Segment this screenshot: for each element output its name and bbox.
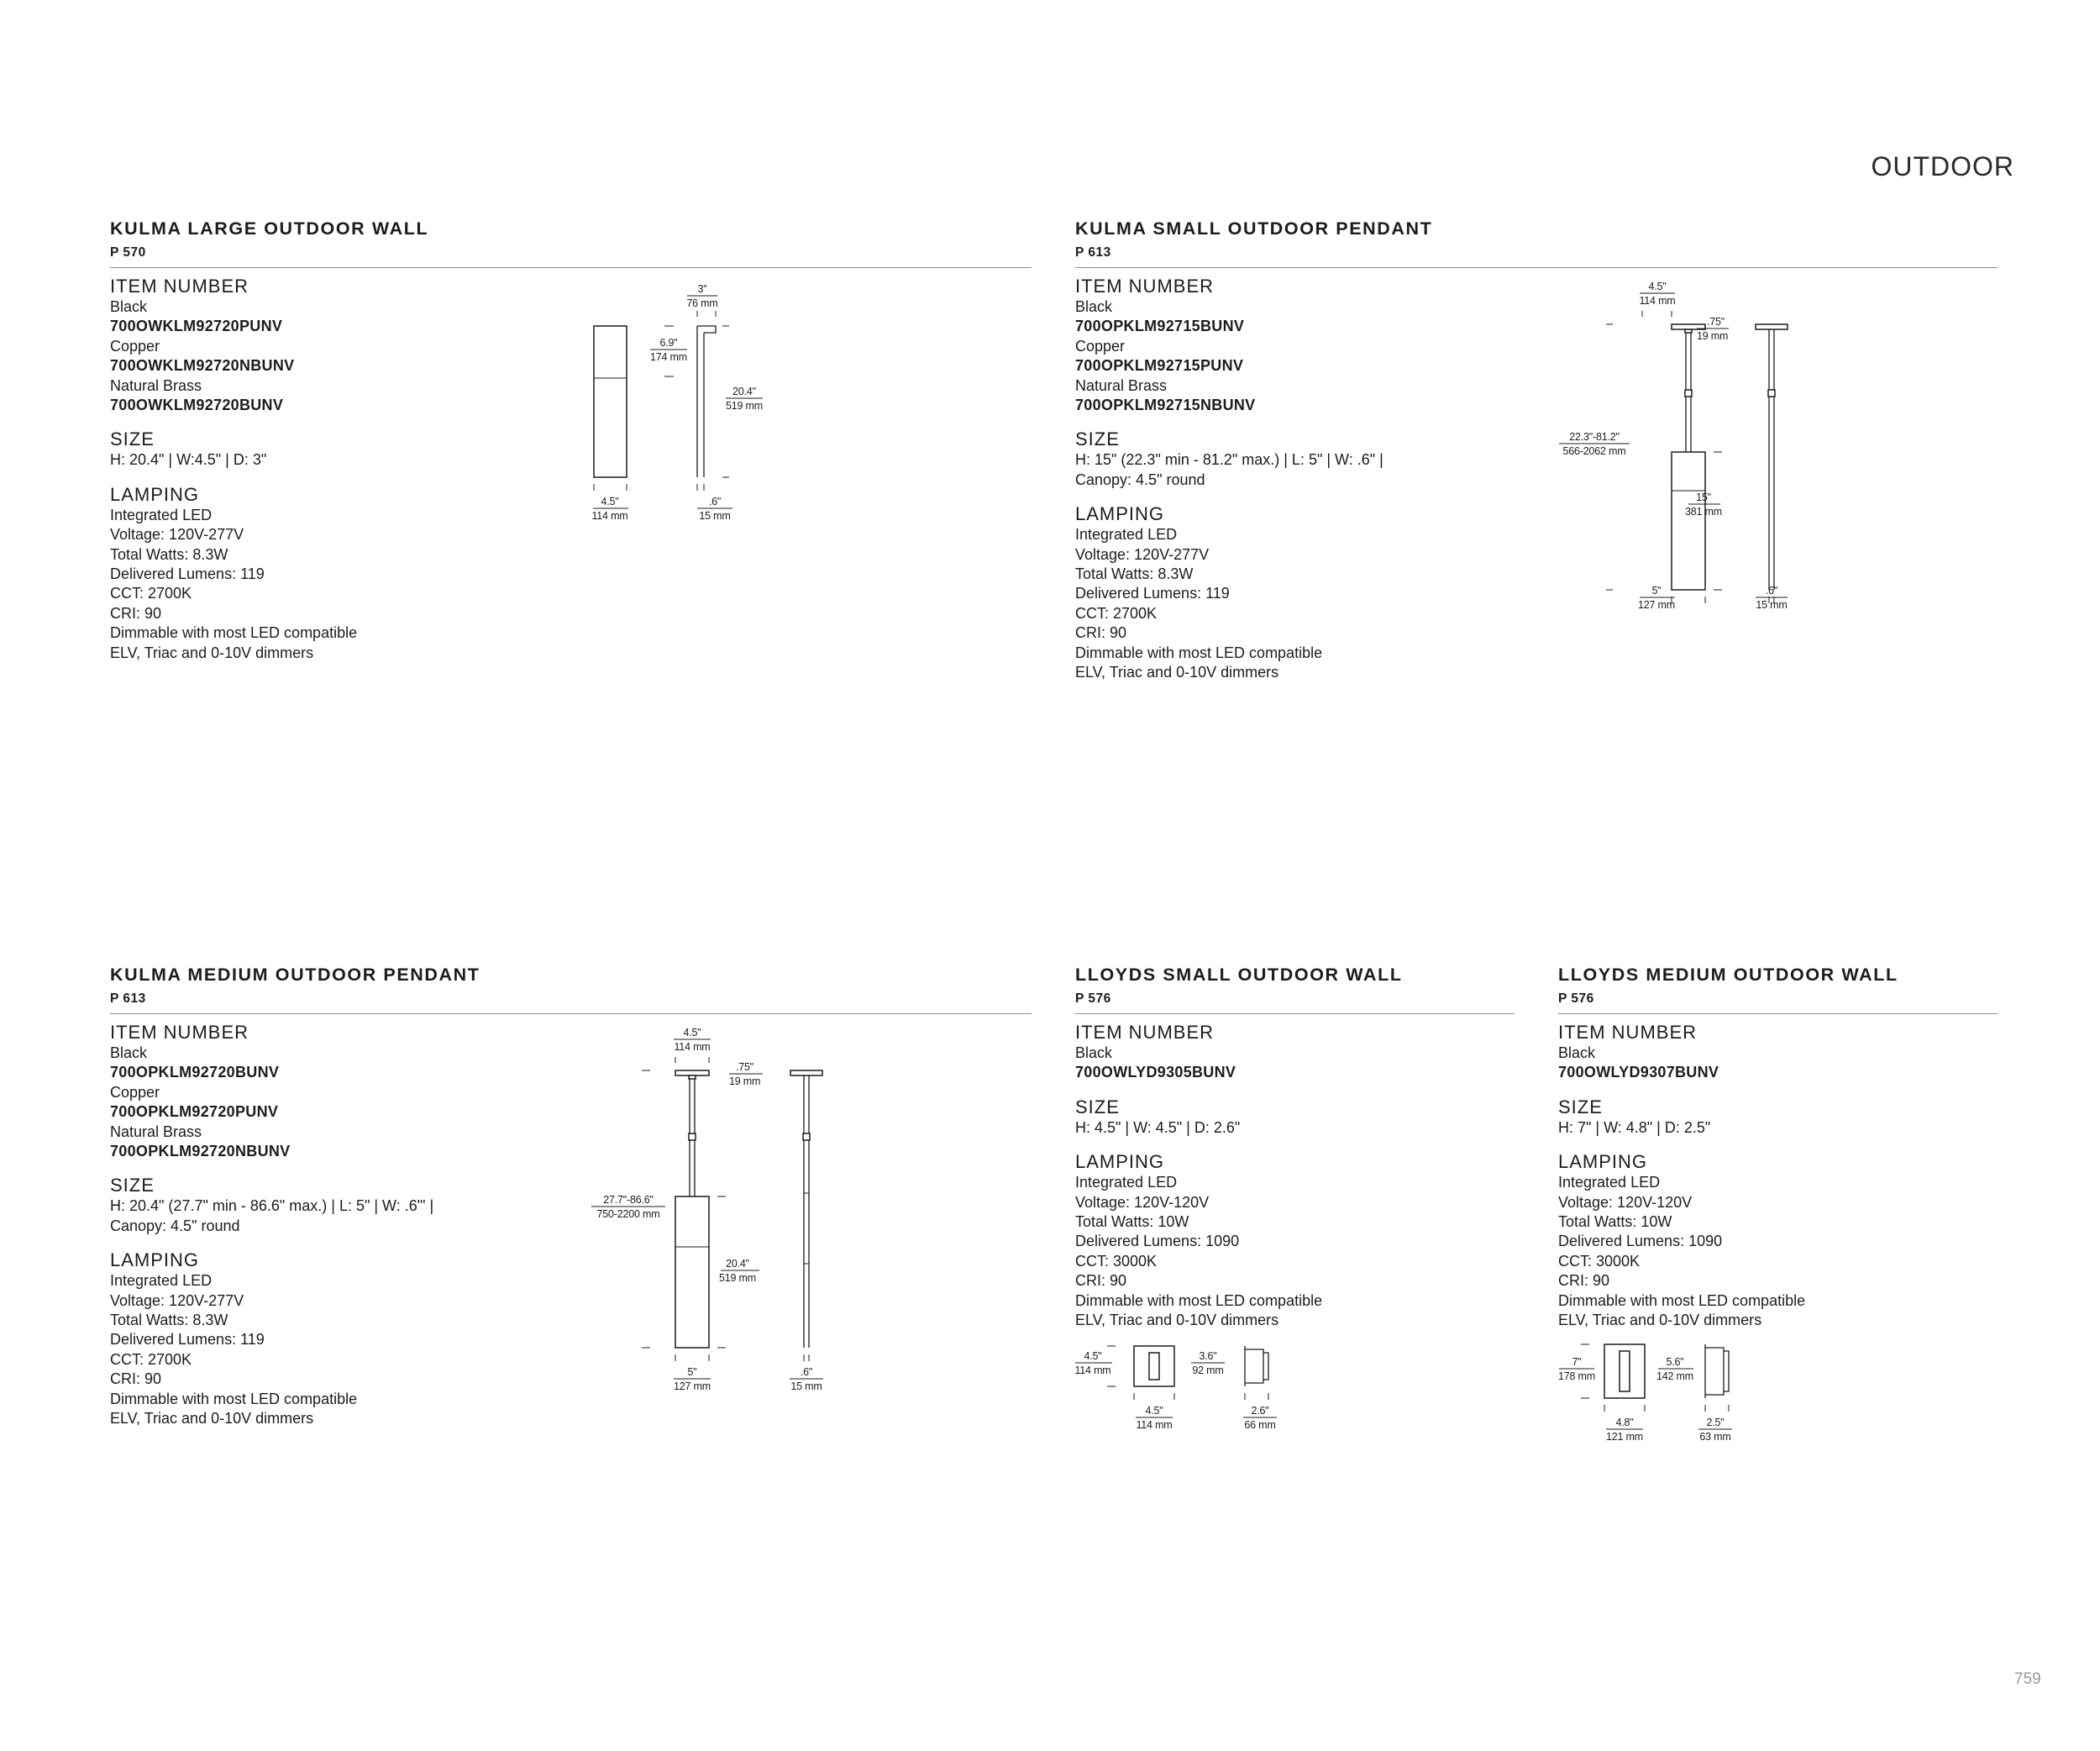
dim-label: 19 mm <box>729 1075 761 1087</box>
product-specs-kulma-medium-pendant <box>110 1022 614 1429</box>
size-heading: SIZE <box>110 1175 155 1196</box>
dim-label: .6" <box>708 496 722 507</box>
lamping-line: Voltage: 120V-277V <box>110 1291 244 1309</box>
finish-label: Black <box>1075 1044 1113 1061</box>
lamping-line: Voltage: 120V-277V <box>1075 545 1210 563</box>
finish-label: Black <box>1558 1044 1596 1061</box>
size-line: H: 4.5" | W: 4.5" | D: 2.6" <box>1075 1118 1241 1136</box>
dim-label: .6" <box>800 1366 813 1378</box>
size-heading: SIZE <box>1075 429 1120 450</box>
lamping-line: Integrated LED <box>110 1272 213 1290</box>
dim-label: 5.6" <box>1666 1356 1684 1368</box>
dimension-drawing-lloyds-medium-wall <box>1556 1338 1774 1455</box>
dim-label: 750-2200 mm <box>596 1208 660 1220</box>
size-line: H: 20.4" (27.7" min - 86.6" max.) | L: 5" | W: .6"' | <box>110 1197 434 1215</box>
dim-label: 142 mm <box>1656 1370 1693 1382</box>
lamping-line: ELV, Triac and 0-10V dimmers <box>110 1410 314 1428</box>
size-line: H: 7" | W: 4.8" | D: 2.5" <box>1558 1118 1711 1136</box>
lamping-line: Integrated LED <box>1075 526 1178 544</box>
product-specs-lloyds-small-wall <box>1075 1022 1495 1330</box>
divider <box>110 1013 1032 1014</box>
sku: 700OWKLM92720NBUNV <box>110 357 295 375</box>
dim-label: 4.5" <box>1145 1405 1163 1417</box>
sku: 700OPKLM92720NBUNV <box>110 1143 291 1160</box>
lamping-line: Integrated LED <box>1558 1174 1661 1191</box>
dim-label: 7" <box>1572 1356 1582 1368</box>
finish-label: Natural Brass <box>110 1123 202 1140</box>
dim-label: 114 mm <box>1074 1365 1111 1376</box>
dim-label: 566-2062 mm <box>1562 445 1626 457</box>
lamping-line: CCT: 2700K <box>110 1350 192 1368</box>
sku: 700OPKLM92715BUNV <box>1075 318 1245 335</box>
lamping-line: CRI: 90 <box>1075 1272 1127 1290</box>
dimension-drawing-kulma-medium-pendant <box>588 1023 840 1401</box>
size-line: H: 15" (22.3" min - 81.2" max.) | L: 5" | W: .6" | <box>1075 451 1383 469</box>
lamping-heading: LAMPING <box>1075 1151 1165 1173</box>
lamping-line: Voltage: 120V-120V <box>1558 1193 1693 1211</box>
lamping-line: ELV, Triac and 0-10V dimmers <box>1558 1312 1762 1329</box>
product-specs-kulma-small-pendant <box>1075 276 1579 683</box>
dimension-drawing-kulma-small-pendant <box>1546 277 1814 613</box>
lamping-line: CCT: 3000K <box>1558 1252 1641 1270</box>
item-number-heading: ITEM NUMBER <box>1075 1022 1214 1043</box>
product-header-lloyds-medium-wall <box>1558 963 1998 1014</box>
dim-label: 114 mm <box>1639 295 1676 307</box>
finish-label: Copper <box>110 1083 160 1101</box>
section-title: OUTDOOR <box>1871 151 2014 181</box>
page-reference: P 613 <box>110 991 146 1006</box>
lamping-line: CCT: 2700K <box>1075 604 1158 622</box>
page-reference: P 576 <box>1558 991 1594 1006</box>
dim-label: 519 mm <box>719 1272 756 1284</box>
product-header-kulma-large-wall <box>110 217 1032 268</box>
dim-label: 3.6" <box>1199 1350 1217 1362</box>
finish-label: Natural Brass <box>1075 376 1168 394</box>
finish-label: Black <box>110 1044 148 1061</box>
product-header-kulma-small-pendant <box>1075 217 1998 268</box>
lamping-line: Delivered Lumens: 1090 <box>1558 1233 1723 1250</box>
size-line: Canopy: 4.5" round <box>110 1217 240 1234</box>
lamping-line: Dimmable with most LED compatible <box>110 624 358 642</box>
dim-label: 5" <box>1651 585 1662 597</box>
page-number: 759 <box>2014 1670 2041 1688</box>
lamping-line: Integrated LED <box>110 506 213 523</box>
finish-label: Black <box>1075 298 1113 315</box>
dim-label: 27.7"-86.6" <box>603 1194 654 1206</box>
product-name: KULMA MEDIUM OUTDOOR PENDANT <box>110 965 480 985</box>
lamping-line: CCT: 2700K <box>110 585 192 602</box>
dim-label: 174 mm <box>650 351 687 363</box>
fixture-front-view <box>1672 452 1705 590</box>
lamping-line: Integrated LED <box>1075 1174 1178 1191</box>
sku: 700OWKLM92720BUNV <box>110 397 284 414</box>
dim-label: 15" <box>1696 492 1711 503</box>
finish-label: Natural Brass <box>110 376 202 394</box>
lamping-line: Total Watts: 8.3W <box>110 545 228 563</box>
lamping-line: Total Watts: 10W <box>1558 1213 1672 1231</box>
product-header-lloyds-small-wall <box>1075 963 1515 1014</box>
finish-label: Black <box>110 298 148 315</box>
lamping-heading: LAMPING <box>1075 503 1165 525</box>
dim-label: 4.5" <box>683 1027 701 1039</box>
dim-label: 3" <box>697 283 707 295</box>
dim-label: 2.6" <box>1251 1405 1269 1417</box>
sku: 700OPKLM92720BUNV <box>110 1064 280 1081</box>
lamping-heading: LAMPING <box>110 1249 200 1271</box>
dim-label: 127 mm <box>674 1380 711 1392</box>
dim-label: .75" <box>1707 316 1725 328</box>
size-heading: SIZE <box>110 429 155 450</box>
sku: 700OPKLM92715PUNV <box>1075 357 1244 375</box>
lamping-line: CRI: 90 <box>110 604 162 622</box>
lamping-line: Dimmable with most LED compatible <box>1075 644 1323 661</box>
dim-label: 92 mm <box>1192 1365 1224 1376</box>
dimension-drawing-lloyds-small-wall <box>1074 1338 1292 1438</box>
dim-label: 22.3"-81.2" <box>1569 431 1620 443</box>
dim-label: 114 mm <box>674 1041 711 1053</box>
size-heading: SIZE <box>1075 1096 1120 1117</box>
dim-label: 5" <box>687 1366 697 1378</box>
dim-label: 114 mm <box>591 510 628 522</box>
dim-label: 381 mm <box>1685 506 1722 518</box>
dim-label: .75" <box>736 1061 754 1073</box>
page-reference: P 576 <box>1075 991 1111 1006</box>
lamping-line: Delivered Lumens: 119 <box>110 565 265 583</box>
dim-label: 2.5" <box>1706 1417 1725 1428</box>
lamping-line: CRI: 90 <box>1558 1272 1610 1290</box>
fixture-side-view <box>1705 1344 1729 1398</box>
lamping-heading: LAMPING <box>1558 1151 1648 1173</box>
sku: 700OWLYD9307BUNV <box>1558 1064 1719 1081</box>
dim-label: 121 mm <box>1606 1431 1643 1443</box>
divider <box>1558 1013 1998 1014</box>
page-reference: P 570 <box>110 245 146 260</box>
dim-label: 127 mm <box>1638 599 1675 611</box>
lamping-line: Voltage: 120V-277V <box>110 526 244 544</box>
page-reference: P 613 <box>1075 245 1111 260</box>
lamping-line: Delivered Lumens: 119 <box>1075 585 1230 602</box>
product-specs-kulma-large-wall <box>110 276 580 663</box>
product-specs-lloyds-medium-wall <box>1558 1022 1978 1330</box>
dim-label: 4.5" <box>1084 1350 1102 1362</box>
fixture-side-view <box>1756 324 1788 329</box>
dim-label: 19 mm <box>1697 330 1729 342</box>
size-line: H: 20.4" | W:4.5" | D: 3" <box>110 451 267 469</box>
dimension-drawing-kulma-large-wall <box>580 277 798 529</box>
dim-label: 15 mm <box>699 510 731 522</box>
lamping-heading: LAMPING <box>110 483 200 505</box>
divider <box>110 267 1032 268</box>
item-number-heading: ITEM NUMBER <box>110 276 249 297</box>
dim-label: 20.4" <box>726 1258 749 1270</box>
dim-label: 519 mm <box>726 400 763 412</box>
size-line: Canopy: 4.5" round <box>1075 471 1205 488</box>
lamping-line: CCT: 3000K <box>1075 1252 1158 1270</box>
lamping-line: Delivered Lumens: 119 <box>110 1331 265 1349</box>
lamping-line: Total Watts: 10W <box>1075 1213 1189 1231</box>
sku: 700OPKLM92715NBUNV <box>1075 397 1256 414</box>
dim-label: 20.4" <box>732 386 756 397</box>
lamping-line: Delivered Lumens: 1090 <box>1075 1233 1240 1250</box>
dim-label: 4.5" <box>601 496 619 507</box>
lamping-line: ELV, Triac and 0-10V dimmers <box>110 644 314 661</box>
fixture-front-view <box>675 1196 709 1348</box>
sku: 700OPKLM92720PUNV <box>110 1103 279 1121</box>
item-number-heading: ITEM NUMBER <box>110 1022 249 1043</box>
fixture-side-view <box>790 1070 822 1075</box>
product-name: KULMA SMALL OUTDOOR PENDANT <box>1075 218 1433 239</box>
lamping-line: ELV, Triac and 0-10V dimmers <box>1075 664 1279 681</box>
divider <box>1075 1013 1515 1014</box>
dim-label: 66 mm <box>1244 1419 1276 1431</box>
divider <box>1075 267 1998 268</box>
item-number-heading: ITEM NUMBER <box>1075 276 1214 297</box>
product-name: LLOYDS MEDIUM OUTDOOR WALL <box>1558 965 1898 985</box>
item-number-heading: ITEM NUMBER <box>1558 1022 1697 1043</box>
dim-label: 15 mm <box>1756 599 1788 611</box>
dim-label: 76 mm <box>686 297 718 309</box>
size-heading: SIZE <box>1558 1096 1603 1117</box>
lamping-line: Dimmable with most LED compatible <box>1075 1291 1323 1309</box>
dim-label: 6.9" <box>659 337 678 349</box>
lamping-line: Voltage: 120V-120V <box>1075 1193 1210 1211</box>
dim-label: 63 mm <box>1699 1431 1731 1443</box>
dim-label: .6" <box>1765 585 1778 597</box>
fixture-side-view <box>1245 1346 1268 1386</box>
product-name: LLOYDS SMALL OUTDOOR WALL <box>1075 965 1403 985</box>
lamping-line: Total Watts: 8.3W <box>1075 565 1194 583</box>
fixture-front-view <box>594 326 627 477</box>
dim-label: 4.8" <box>1615 1417 1634 1428</box>
dim-label: 4.5" <box>1648 281 1667 292</box>
lamping-line: Dimmable with most LED compatible <box>110 1390 358 1407</box>
canopy <box>675 1070 709 1075</box>
sku: 700OWLYD9305BUNV <box>1075 1064 1236 1081</box>
lamping-line: Total Watts: 8.3W <box>110 1312 228 1329</box>
finish-label: Copper <box>1075 337 1126 355</box>
product-name: KULMA LARGE OUTDOOR WALL <box>110 218 429 239</box>
lamping-line: Dimmable with most LED compatible <box>1558 1291 1806 1309</box>
finish-label: Copper <box>110 337 160 355</box>
lamping-line: CRI: 90 <box>110 1370 162 1388</box>
dim-label: 178 mm <box>1558 1370 1595 1382</box>
product-header-kulma-medium-pendant <box>110 963 1032 1014</box>
dim-label: 15 mm <box>790 1380 822 1392</box>
dim-label: 114 mm <box>1136 1419 1173 1431</box>
lamping-line: ELV, Triac and 0-10V dimmers <box>1075 1312 1279 1329</box>
lamping-line: CRI: 90 <box>1075 624 1127 642</box>
sku: 700OWKLM92720PUNV <box>110 318 283 335</box>
fixture-side-view <box>697 326 716 477</box>
